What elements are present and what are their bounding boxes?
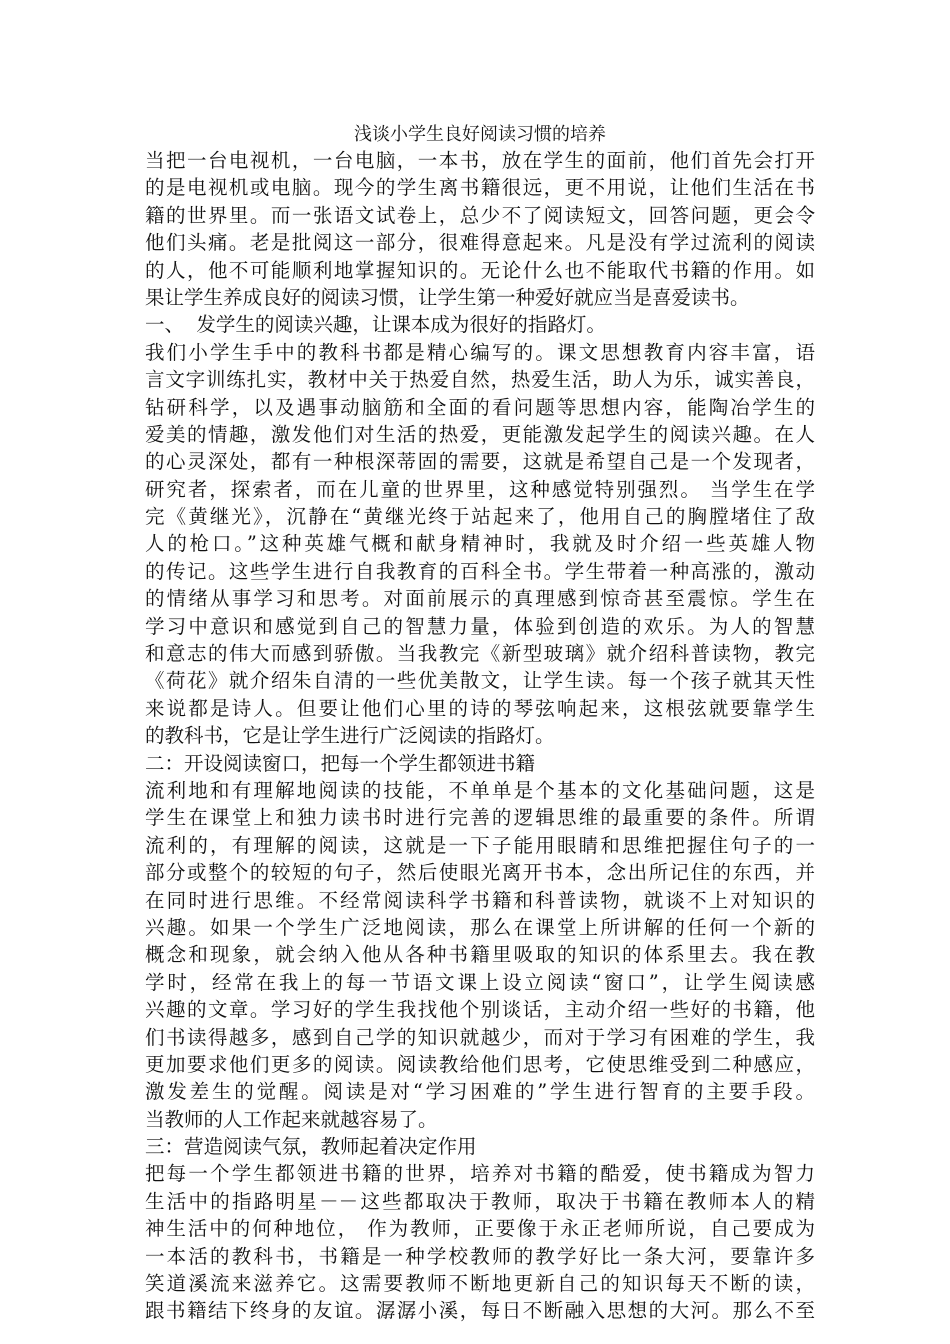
text-line: 一本活的教科书，书籍是一种学校教师的教学好比一条大河，要靠许多	[145, 1244, 815, 1268]
text-line: 学习中意识和感觉到自己的智慧力量，体验到创造的欢乐。为人的智慧	[145, 614, 815, 638]
text-line: 流利地和有理解地阅读的技能，不单单是个基本的文化基础问题，这是	[145, 778, 815, 802]
text-line: 跟书籍结下终身的友谊。潺潺小溪，每日不断融入思想的大河。那么不至	[145, 1299, 815, 1323]
text-line: 来说都是诗人。但要让他们心里的诗的琴弦响起来，这根弦就要靠学生	[145, 696, 815, 720]
section-1-heading: 一、 发学生的阅读兴趣，让课本成为很好的指路灯。	[145, 313, 606, 337]
section-3-heading: 三：营造阅读气氛，教师起着决定作用	[145, 1135, 477, 1159]
text-line: 兴趣的文章。学习好的学生我找他个别谈话，主动介绍一些好的书籍，他	[145, 998, 815, 1022]
text-line: 学生在课堂上和独力读书时进行完善的逻辑思维的最重要的条件。所谓	[145, 806, 815, 830]
section-2-heading: 二：开设阅读窗口，把每一个学生都领进书籍	[145, 751, 536, 775]
section-2-paragraph	[145, 777, 815, 1133]
text-line: 果让学生养成良好的阅读习惯，让学生第一种爱好就应当是喜爱读书。	[145, 285, 750, 309]
text-line: 我们小学生手中的教科书都是精心编写的。课文思想教育内容丰富，语	[145, 340, 815, 364]
text-line: 笑道溪流来滋养它。这需要教师不断地更新自己的知识每天不断的读，	[145, 1272, 815, 1296]
text-line: 的教科书，它是让学生进行广泛阅读的指路灯。	[145, 724, 555, 748]
text-line: 学时，经常在我上的每一节语文课上设立阅读“窗口”，让学生阅读感	[145, 970, 815, 994]
text-line: 《荷花》就介绍朱自清的一些优美散文，让学生读。每一个孩子就其天性	[145, 669, 815, 693]
section-1-paragraph	[145, 339, 815, 750]
text-line: 兴趣。如果一个学生广泛地阅读，那么在课堂上所讲解的任何一个新的	[145, 915, 815, 939]
text-line: 部分或整个的较短的句子，然后使眼光离开书本，念出所记住的东西，并	[145, 861, 815, 885]
text-line: 流利的，有理解的阅读，这就是一下子能用眼睛和思维把握住句子的一	[145, 833, 815, 857]
text-line: 人的枪口。”这种英雄气概和献身精神时，我就及时介绍一些英雄人物	[145, 532, 815, 556]
text-line: 把每一个学生都领进书籍的世界，培养对书籍的酷爱，使书籍成为智力	[145, 1162, 815, 1186]
text-line: 完《黄继光》，沉静在“黄继光终于站起来了，他用自己的胸膛堵住了敌	[145, 505, 815, 529]
text-line: 的心灵深处，都有一种根深蒂固的需要，这就是希望自己是一个发现者，	[145, 450, 815, 474]
text-line: 的情绪从事学习和思考。对面前展示的真理感到惊奇甚至震惊。学生在	[145, 587, 815, 611]
text-line: 研究者，探索者，而在儿童的世界里，这种感觉特别强烈。 当学生在学	[145, 477, 815, 501]
text-line: 们书读得越多，感到自己学的知识就越少，而对于学习有困难的学生，我	[145, 1025, 815, 1049]
document-title: 浅谈小学生良好阅读习惯的培养	[354, 124, 606, 145]
text-line: 神生活中的何种地位， 作为教师，正要像于永正老师所说，自己要成为	[145, 1217, 815, 1241]
intro-paragraph	[145, 147, 815, 311]
text-line: 更加要求他们更多的阅读。阅读教给他们思考，它使思维受到二种感应，	[145, 1052, 815, 1076]
text-line: 当教师的人工作起来就越容易了。	[145, 1107, 438, 1131]
text-line: 当把一台电视机，一台电脑，一本书，放在学生的面前，他们首先会打开	[145, 149, 815, 172]
text-line: 在同时进行思维。不经常阅读科学书籍和科普读物，就谈不上对知识的	[145, 888, 815, 912]
text-line: 他们头痛。老是批阅这一部分，很难得意起来。凡是没有学过流利的阅读	[145, 231, 815, 255]
text-line: 的人，他不可能顺利地掌握知识的。无论什么也不能取代书籍的作用。如	[145, 258, 815, 282]
text-line: 钻研科学，以及遇事动脑筋和全面的看问题等思想内容，能陶冶学生的	[145, 395, 815, 419]
section-3-paragraph	[145, 1160, 815, 1324]
text-line: 言文字训练扎实，教材中关于热爱自然，热爱生活，助人为乐，诚实善良，	[145, 368, 815, 392]
text-line: 的传记。这些学生进行自我教育的百科全书。学生带着一种高涨的，激动	[145, 559, 815, 583]
text-line: 和意志的伟大而感到骄傲。当我教完《新型玻璃》就介绍科普读物，教完	[145, 642, 815, 666]
text-line: 的是电视机或电脑。现今的学生离书籍很远，更不用说，让他们生活在书	[145, 176, 815, 200]
text-line: 爱美的情趣，激发他们对生活的热爱，更能激发起学生的阅读兴趣。在人	[145, 422, 815, 446]
text-line: 籍的世界里。而一张语文试卷上，总少不了阅读短文，回答问题，更会令	[145, 203, 815, 227]
text-line: 概念和现象，就会纳入他从各种书籍里吸取的知识的体系里去。我在教	[145, 943, 815, 967]
text-line: 激发差生的觉醒。阅读是对“学习困难的”学生进行智育的主要手段。	[145, 1080, 815, 1104]
text-line: 生活中的指路明星－－这些都取决于教师，取决于书籍在教师本人的精	[145, 1189, 815, 1213]
document-page	[145, 123, 815, 1325]
